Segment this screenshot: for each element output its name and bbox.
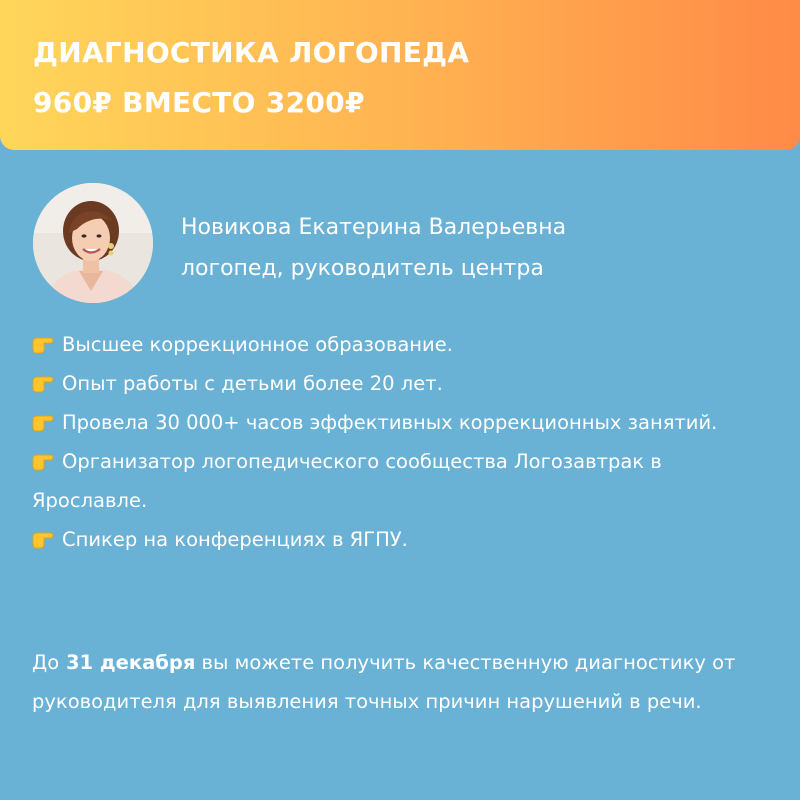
portrait-photo: [33, 183, 153, 303]
list-item: [32, 442, 772, 520]
list-item: [32, 325, 772, 364]
list-item: [32, 364, 772, 403]
list-item-text: Опыт работы с детьми более 20 лет.: [62, 372, 443, 395]
person-name: Новикова Екатерина Валерьевна: [181, 215, 567, 240]
list-item-text: Высшее коррекционное образование.: [62, 333, 453, 356]
list-item-text: Организатор логопедического сообщества Логозавтрак в Ярославле.: [32, 450, 662, 512]
pointing-right-hand-icon: [32, 406, 54, 426]
offer-paragraph: [32, 643, 772, 721]
list-item: [32, 520, 772, 559]
header-banner: [0, 0, 800, 150]
list-item-text: Спикер на конференциях в ЯГПУ.: [62, 528, 408, 551]
pointing-right-hand-icon: [32, 523, 54, 543]
credentials-list: [32, 325, 772, 559]
title-price-line: 960₽ ВМЕСТО 3200₽: [33, 86, 365, 119]
pointing-right-hand-icon: [32, 445, 54, 465]
pointing-right-hand-icon: [32, 367, 54, 387]
list-item-text: Провела 30 000+ часов эффективных коррекционных занятий.: [62, 411, 718, 434]
offer-text: вы можете получить качественную диагностику от руководителя для выявления точных причин нарушений в речи.: [32, 651, 736, 713]
list-item: [32, 403, 772, 442]
pointing-right-hand-icon: [32, 328, 54, 348]
avatar: [33, 183, 153, 303]
offer-prefix: До: [32, 651, 60, 674]
offer-deadline: 31 декабря: [59, 651, 196, 674]
person-role: логопед, руководитель центра: [181, 256, 544, 281]
title-line-1: ДИАГНОСТИКА ЛОГОПЕДА: [33, 36, 470, 69]
